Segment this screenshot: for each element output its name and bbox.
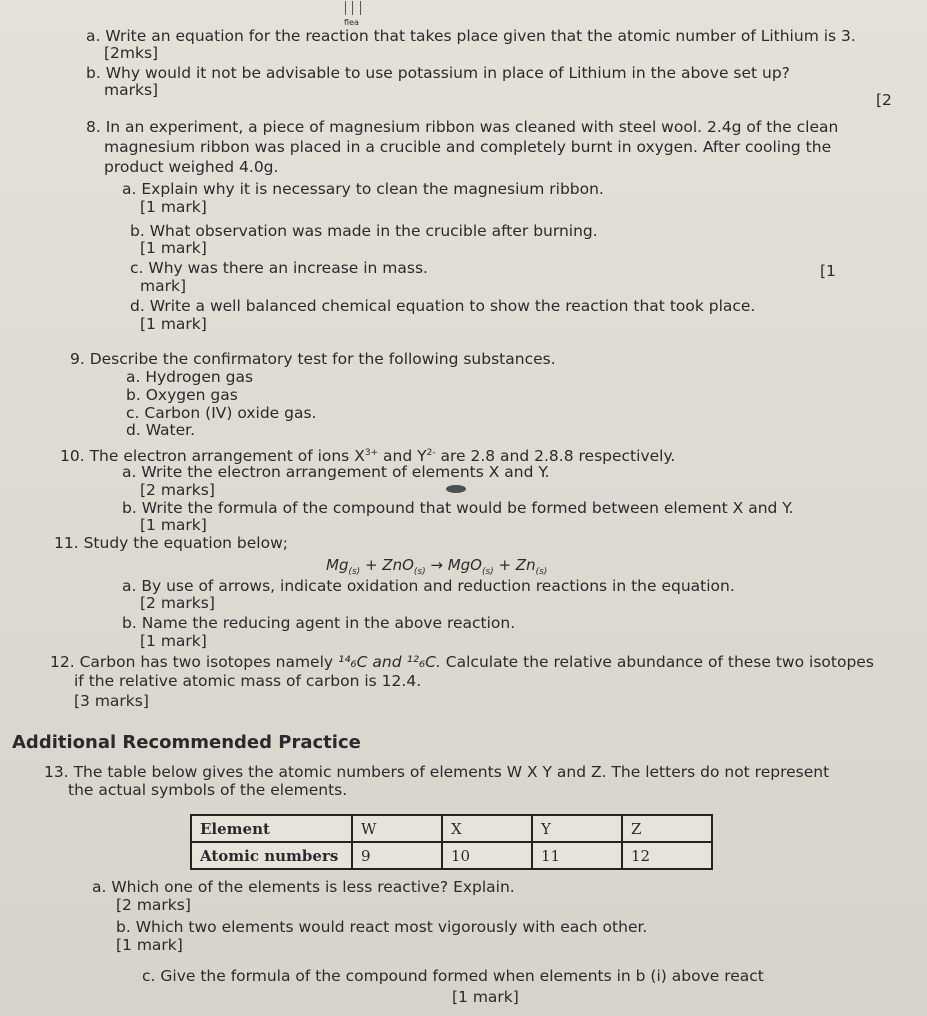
table-cell: X [442, 815, 532, 842]
q12-pre: 12. Carbon has two isotopes namely [50, 653, 338, 671]
q10-charge-x: 3+ [364, 448, 379, 458]
q11a-marks: [2 marks] [140, 594, 215, 612]
q9a-text: a. Hydrogen gas [126, 368, 254, 386]
q7a-marks: [2mks] [104, 44, 159, 62]
isotope-c14: ¹⁴₆C [338, 653, 368, 671]
q8b-marks: [1 mark] [140, 239, 207, 257]
table-cell: 9 [352, 842, 442, 869]
q13-line2: the actual symbols of the elements. [68, 781, 348, 799]
table-header-atomic-numbers: Atomic numbers [191, 842, 352, 869]
q8c-marks: mark] [140, 277, 186, 295]
q13a-text: a. Which one of the elements is less reactive? Explain. [92, 878, 515, 896]
q7a-text: a. Write an equation for the reaction that takes place given that the atomic number of Lithium is 3. [86, 27, 856, 45]
q8-intro-line3: product weighed 4.0g. [104, 158, 279, 176]
q13b-text: b. Which two elements would react most vigorously with each other. [116, 918, 648, 936]
q12-post: Calculate the relative abundance of these two isotopes [440, 653, 874, 671]
table-cell: W [352, 815, 442, 842]
q13-line1: 13. The table below gives the atomic numbers of elements W X Y and Z. The letters do not represent [44, 763, 830, 781]
q9c-text: c. Carbon (IV) oxide gas. [126, 404, 317, 422]
ink-blot [446, 485, 466, 493]
q11a-text: a. By use of arrows, indicate oxidation and reduction reactions in the equation. [122, 577, 735, 595]
q12-and: and [367, 653, 407, 671]
q12-line2: if the relative atomic mass of carbon is 12.4. [74, 672, 422, 690]
table-cell: 10 [442, 842, 532, 869]
header-fragment: flea [344, 18, 359, 27]
q8a-text: a. Explain why it is necessary to clean the magnesium ribbon. [122, 180, 604, 198]
table-cell: 11 [532, 842, 622, 869]
isotope-c12: ¹²₆C. [406, 653, 441, 671]
q10b-text: b. Write the formula of the compound that would be formed between element X and Y. [122, 499, 794, 517]
q10a-text: a. Write the electron arrangement of elements X and Y. [122, 463, 550, 481]
q8b-text: b. What observation was made in the crucible after burning. [130, 222, 598, 240]
q9-text: 9. Describe the confirmatory test for the following substances. [70, 350, 556, 368]
table-row [191, 815, 712, 842]
q10-pre: 10. The electron arrangement of ions X [60, 447, 365, 466]
q11-text: 11. Study the equation below; [54, 534, 288, 552]
eq-mgo: → MgO [425, 556, 482, 574]
q8d-text: d. Write a well balanced chemical equation to show the reaction that took place. [130, 297, 756, 315]
table-cell: Z [622, 815, 712, 842]
q7b-marks-tail: [2 [876, 91, 892, 109]
q9b-text: b. Oxygen gas [126, 386, 238, 404]
q10a-marks: [2 marks] [140, 481, 215, 499]
q10-charge-y: 2- [426, 448, 436, 458]
q8-intro-line1: 8. In an experiment, a piece of magnesium ribbon was cleaned with steel wool. 2.4g of the clean [86, 118, 839, 136]
table-row [191, 842, 712, 869]
eq-state-2: (s) [413, 567, 426, 577]
q13a-marks: [2 marks] [116, 896, 191, 914]
eq-state-3: (s) [481, 567, 494, 577]
q7b-marks: marks] [104, 81, 159, 99]
q8c-marks-tail: [1 [820, 262, 836, 280]
table-cell: 12 [622, 842, 712, 869]
header-mark [345, 1, 361, 15]
eq-state-4: (s) [535, 567, 548, 577]
q12-text [50, 653, 874, 671]
eq-mg: Mg [326, 556, 349, 574]
q9d-text: d. Water. [126, 421, 196, 439]
q10-mid: and Y [378, 447, 427, 466]
atomic-number-table [190, 814, 713, 870]
q11b-text: b. Name the reducing agent in the above reaction. [122, 614, 516, 632]
q7b-text: b. Why would it not be advisable to use potassium in place of Lithium in the above set up? [86, 64, 790, 82]
additional-heading: Additional Recommended Practice [12, 732, 361, 753]
q8-intro-line2: magnesium ribbon was placed in a crucible and completely burnt in oxygen. After cooling the [104, 138, 832, 156]
q8c-text: c. Why was there an increase in mass. [130, 259, 428, 277]
eq-zn: + Zn [493, 556, 536, 574]
q13b-marks: [1 mark] [116, 936, 183, 954]
eq-state-1: (s) [348, 567, 361, 577]
q10b-marks: [1 mark] [140, 516, 207, 534]
q10-text [60, 444, 675, 465]
table-header-element: Element [191, 815, 352, 842]
q10-post: are 2.8 and 2.8.8 respectively. [435, 447, 676, 466]
table-cell: Y [532, 815, 622, 842]
eq-zno: + ZnO [360, 556, 414, 574]
q13c-text: c. Give the formula of the compound formed when elements in b (i) above react [142, 967, 764, 985]
q13c-marks: [1 mark] [452, 988, 519, 1006]
q12-marks: [3 marks] [74, 692, 149, 710]
q11b-marks: [1 mark] [140, 632, 207, 650]
q8d-marks: [1 mark] [140, 315, 207, 333]
q8a-marks: [1 mark] [140, 198, 207, 216]
